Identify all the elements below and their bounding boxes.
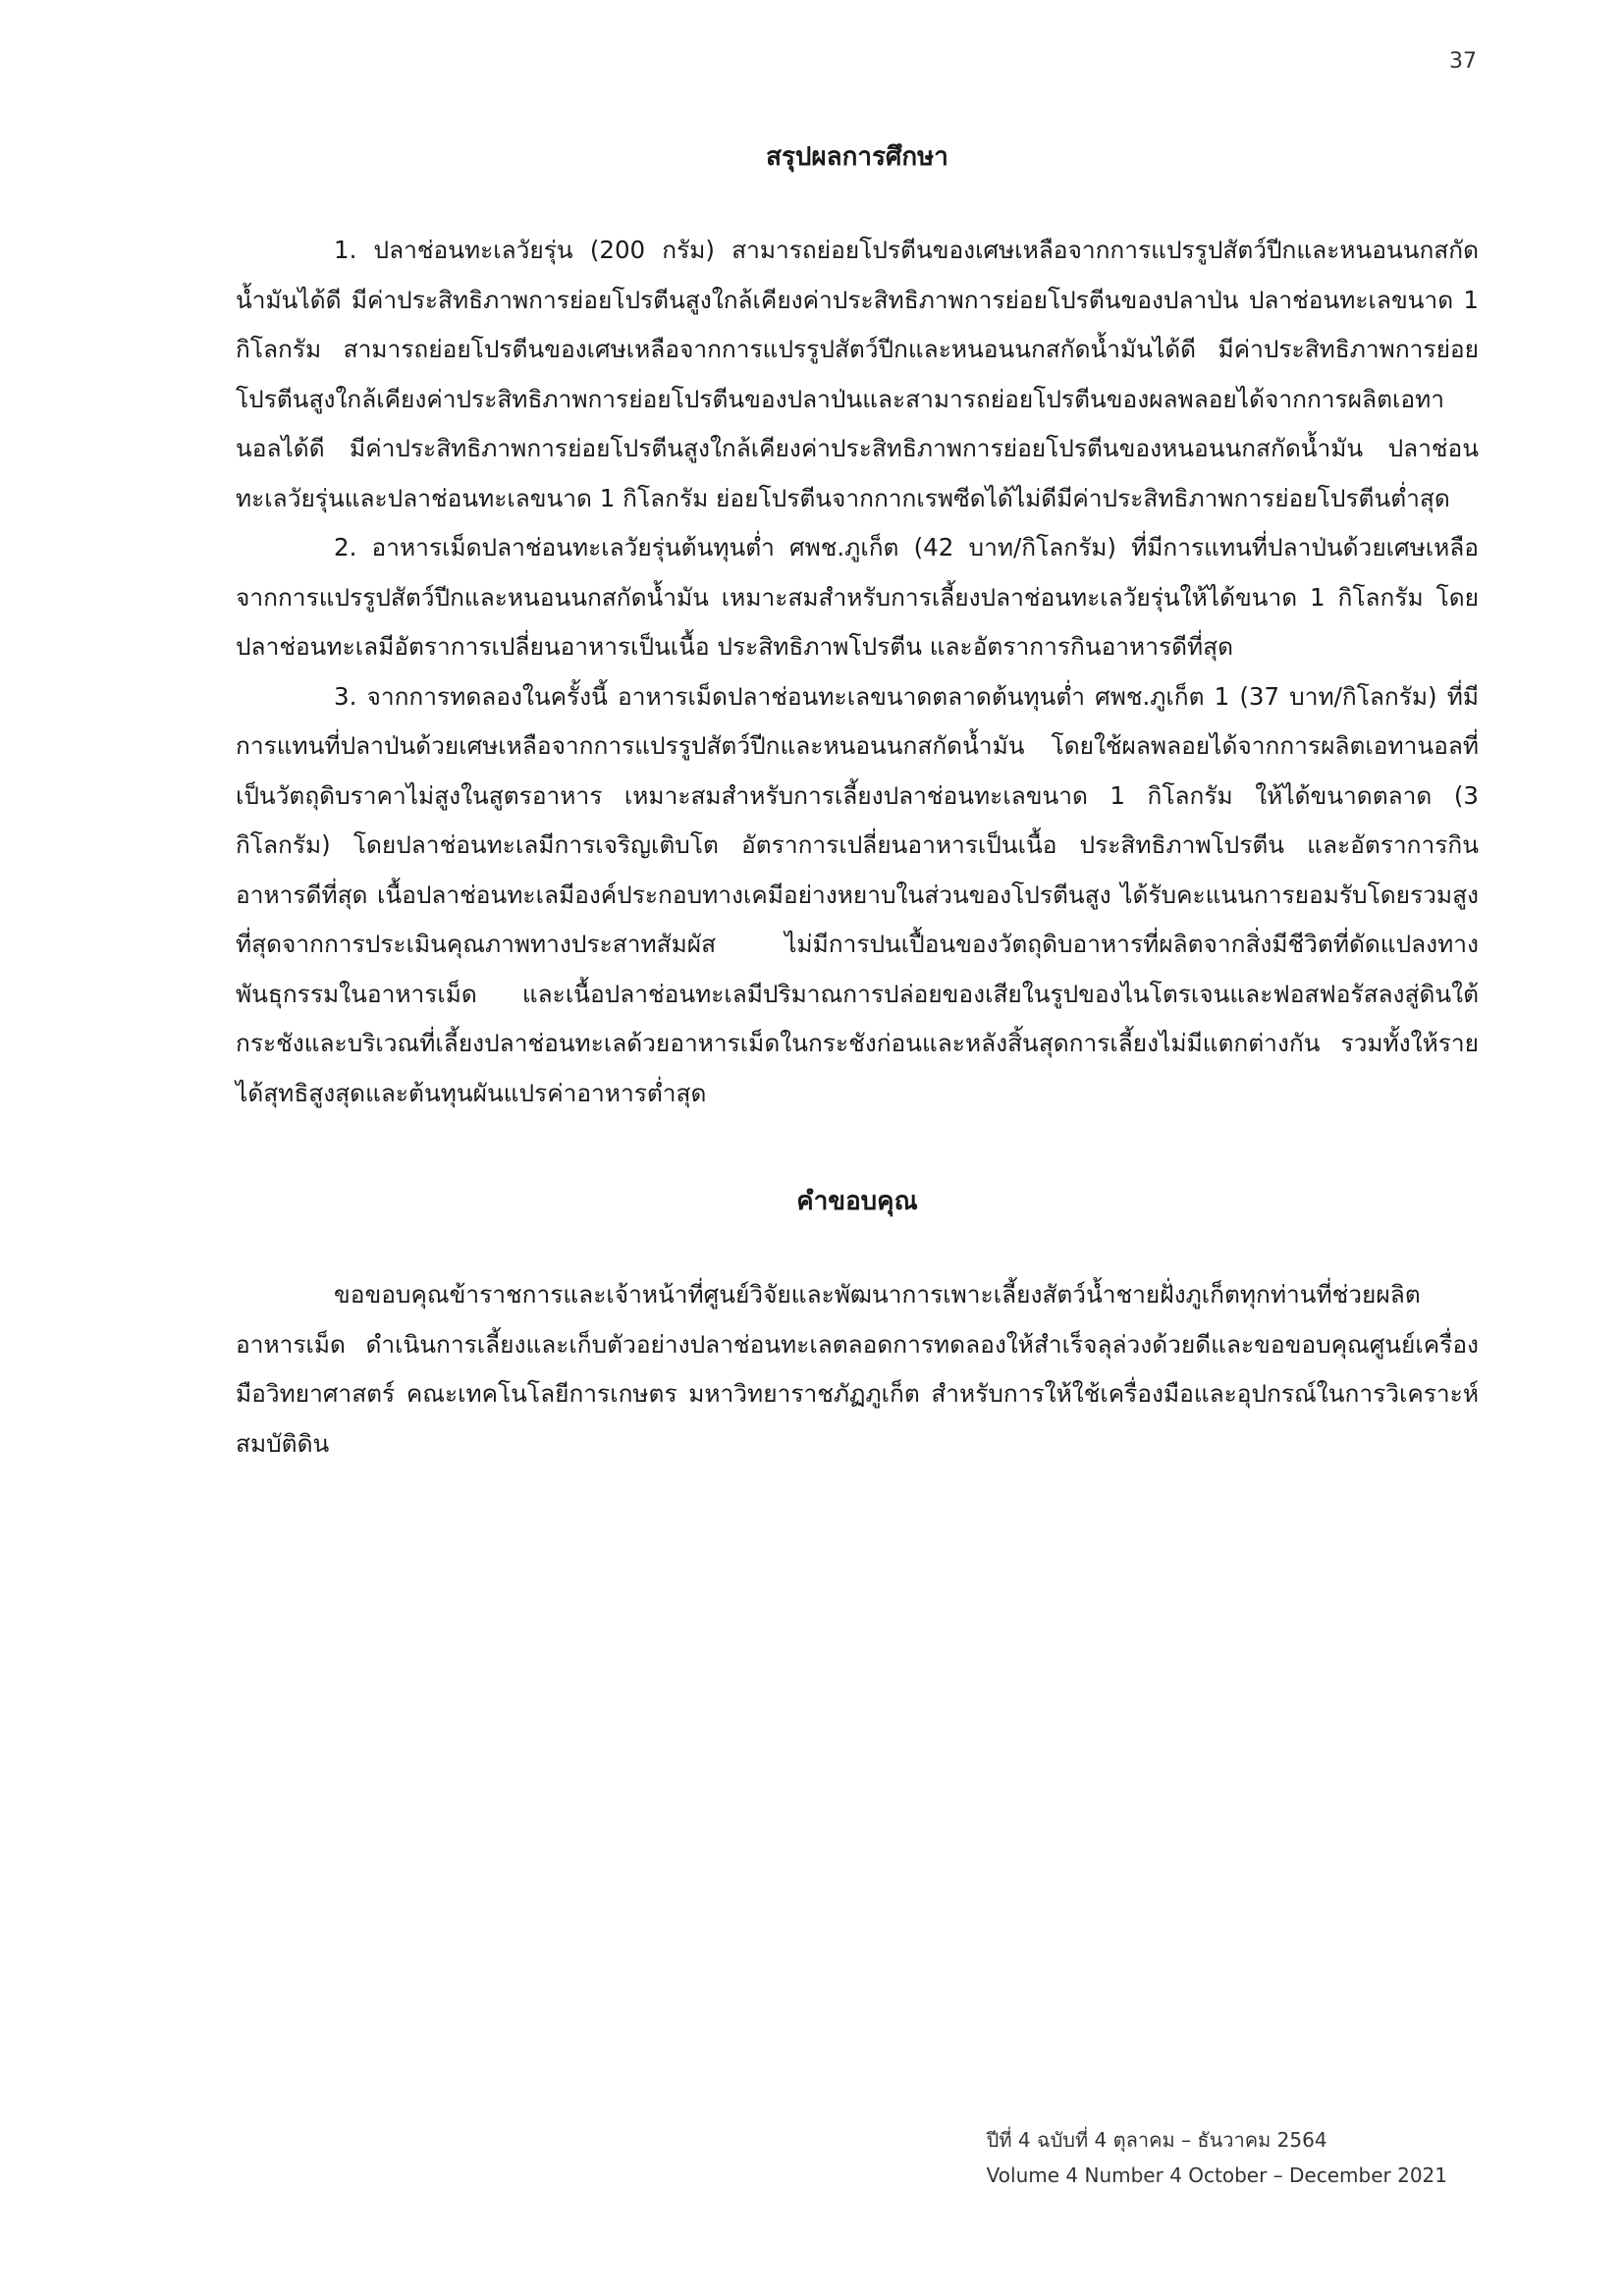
conclusion-paragraph-2: 2. อาหารเม็ดปลาช่อนทะเลวัยรุ่นต้นทุนต่ำ ศพช.ภูเก็ต (42 บาท/กิโลกรัม) ที่มีการแทนที่ปลาป่นด้วยเศษเหลือจากการแปรรูปสัตว์ปีกและหนอนนกสกัดน้ำมัน เหมาะสมสำหรับการเลี้ยงปลาช่อนทะเลวัยรุ่นให้ได้ขนาด 1 กิโลกรัม โดยปลาช่อนทะเลมีอัตราการเปลี่ยนอาหารเป็นเนื้อ ประสิทธิภาพโปรตีน และอัตราการกินอาหารดีที่สุด bbox=[236, 533, 1479, 661]
conclusion-heading: สรุปผลการศึกษา bbox=[766, 142, 948, 172]
conclusion-paragraph-3: 3. จากการทดลองในครั้งนี้ อาหารเม็ดปลาช่อนทะเลขนาดตลาดต้นทุนต่ำ ศพช.ภูเก็ต 1 (37 บาท/กิโลกรัม) ที่มีการแทนที่ปลาป่นด้วยเศษเหลือจากการแปรรูปสัตว์ปีกและหนอนนกสกัดน้ำมัน โดยใช้ผลพลอยได้จากการผลิตเอทานอลที่เป็นวัตถุดิบราคาไม่สูงในสูตรอาหาร เหมาะสมสำหรับการเลี้ยงปลาช่อนทะเลขนาด 1 กิโลกรัม ให้ได้ขนาดตลาด (3 กิโลกรัม) โดยปลาช่อนทะเลมีการเจริญเติบโต อัตราการเปลี่ยนอาหารเป็นเนื้อ ประสิทธิภาพโปรตีน และอัตราการกินอาหารดีที่สุด เนื้อปลาช่อนทะเลมีองค์ประกอบทางเคมีอย่างหยาบในส่วนของโปรตีนสูง ได้รับคะแนนการยอมรับโดยรวมสูงที่สุดจากการประเมินคุณภาพทางประสาทสัมผัส ไม่มีการปนเปื้อนของวัตถุดิบอาหารที่ผลิตจากสิ่งมีชีวิตที่ดัดแปลงทางพันธุกรรมในอาหารเม็ด และเนื้อปลาช่อนทะเลมีปริมาณการปล่อยของเสียในรูปของไนโตรเจนและฟอสฟอรัสลงสู่ดินใต้กระชังและบริเวณที่เลี้ยงปลาช่อนทะเลด้วยอาหารเม็ดในกระชังก่อนและหลังสิ้นสุดการเลี้ยงไม่มีแตกต่างกัน รวมทั้งให้รายได้สุทธิสูงสุดและต้นทุนผันแปรค่าอาหารต่ำสุด bbox=[236, 681, 1479, 1107]
acknowledgement-paragraph: ขอขอบคุณข้าราชการและเจ้าหน้าที่ศูนย์วิจัยและพัฒนาการเพาะเลี้ยงสัตว์น้ำชายฝั่งภูเก็ตทุกท่านที่ช่วยผลิตอาหารเม็ด ดำเนินการเลี้ยงและเก็บตัวอย่างปลาช่อนทะเลตลอดการทดลองให้สำเร็จลุล่วงด้วยดีและขอขอบคุณศูนย์เครื่องมือวิทยาศาสตร์ คณะเทคโนโลยีการเกษตร มหาวิทยาราชภัฏภูเก็ต สำหรับการให้ใช้เครื่องมือและอุปกรณ์ในการวิเคราะห์สมบัติดิน bbox=[236, 1280, 1479, 1458]
conclusion-paragraph-1: 1. ปลาช่อนทะเลวัยรุ่น (200 กรัม) สามารถย่อยโปรตีนของเศษเหลือจากการแปรรูปสัตว์ปีกและหนอนนกสกัดน้ำมันได้ดี มีค่าประสิทธิภาพการย่อยโปรตีนสูงใกล้เคียงค่าประสิทธิภาพการย่อยโปรตีนของปลาป่น ปลาช่อนทะเลขนาด 1 กิโลกรัม สามารถย่อยโปรตีนของเศษเหลือจากการแปรรูปสัตว์ปีกและหนอนนกสกัดน้ำมันได้ดี มีค่าประสิทธิภาพการย่อยโปรตีนสูงใกล้เคียงค่าประสิทธิภาพการย่อยโปรตีนของปลาป่นและสามารถย่อยโปรตีนของผลพลอยได้จากการผลิตเอทานอลได้ดี มีค่าประสิทธิภาพการย่อยโปรตีนสูงใกล้เคียงค่าประสิทธิภาพการย่อยโปรตีนของหนอนนกสกัดน้ำมัน ปลาช่อนทะเลวัยรุ่นและปลาช่อนทะเลขนาด 1 กิโลกรัม ย่อยโปรตีนจากกากเรพซีดได้ไม่ดีมีค่าประสิทธิภาพการย่อยโปรตีนต่ำสุด bbox=[236, 236, 1479, 512]
acknowledgement-heading: คำขอบคุณ bbox=[796, 1187, 918, 1216]
page-content bbox=[236, 128, 1479, 1468]
page-number: 37 bbox=[1449, 49, 1477, 74]
journal-footer bbox=[987, 2122, 1447, 2193]
footer-english-issue: Volume 4 Number 4 October – December 2021 bbox=[986, 2163, 1447, 2187]
footer-thai-issue: ปีที่ 4 ฉบับที่ 4 ตุลาคม – ธันวาคม 2564 bbox=[986, 2128, 1327, 2152]
